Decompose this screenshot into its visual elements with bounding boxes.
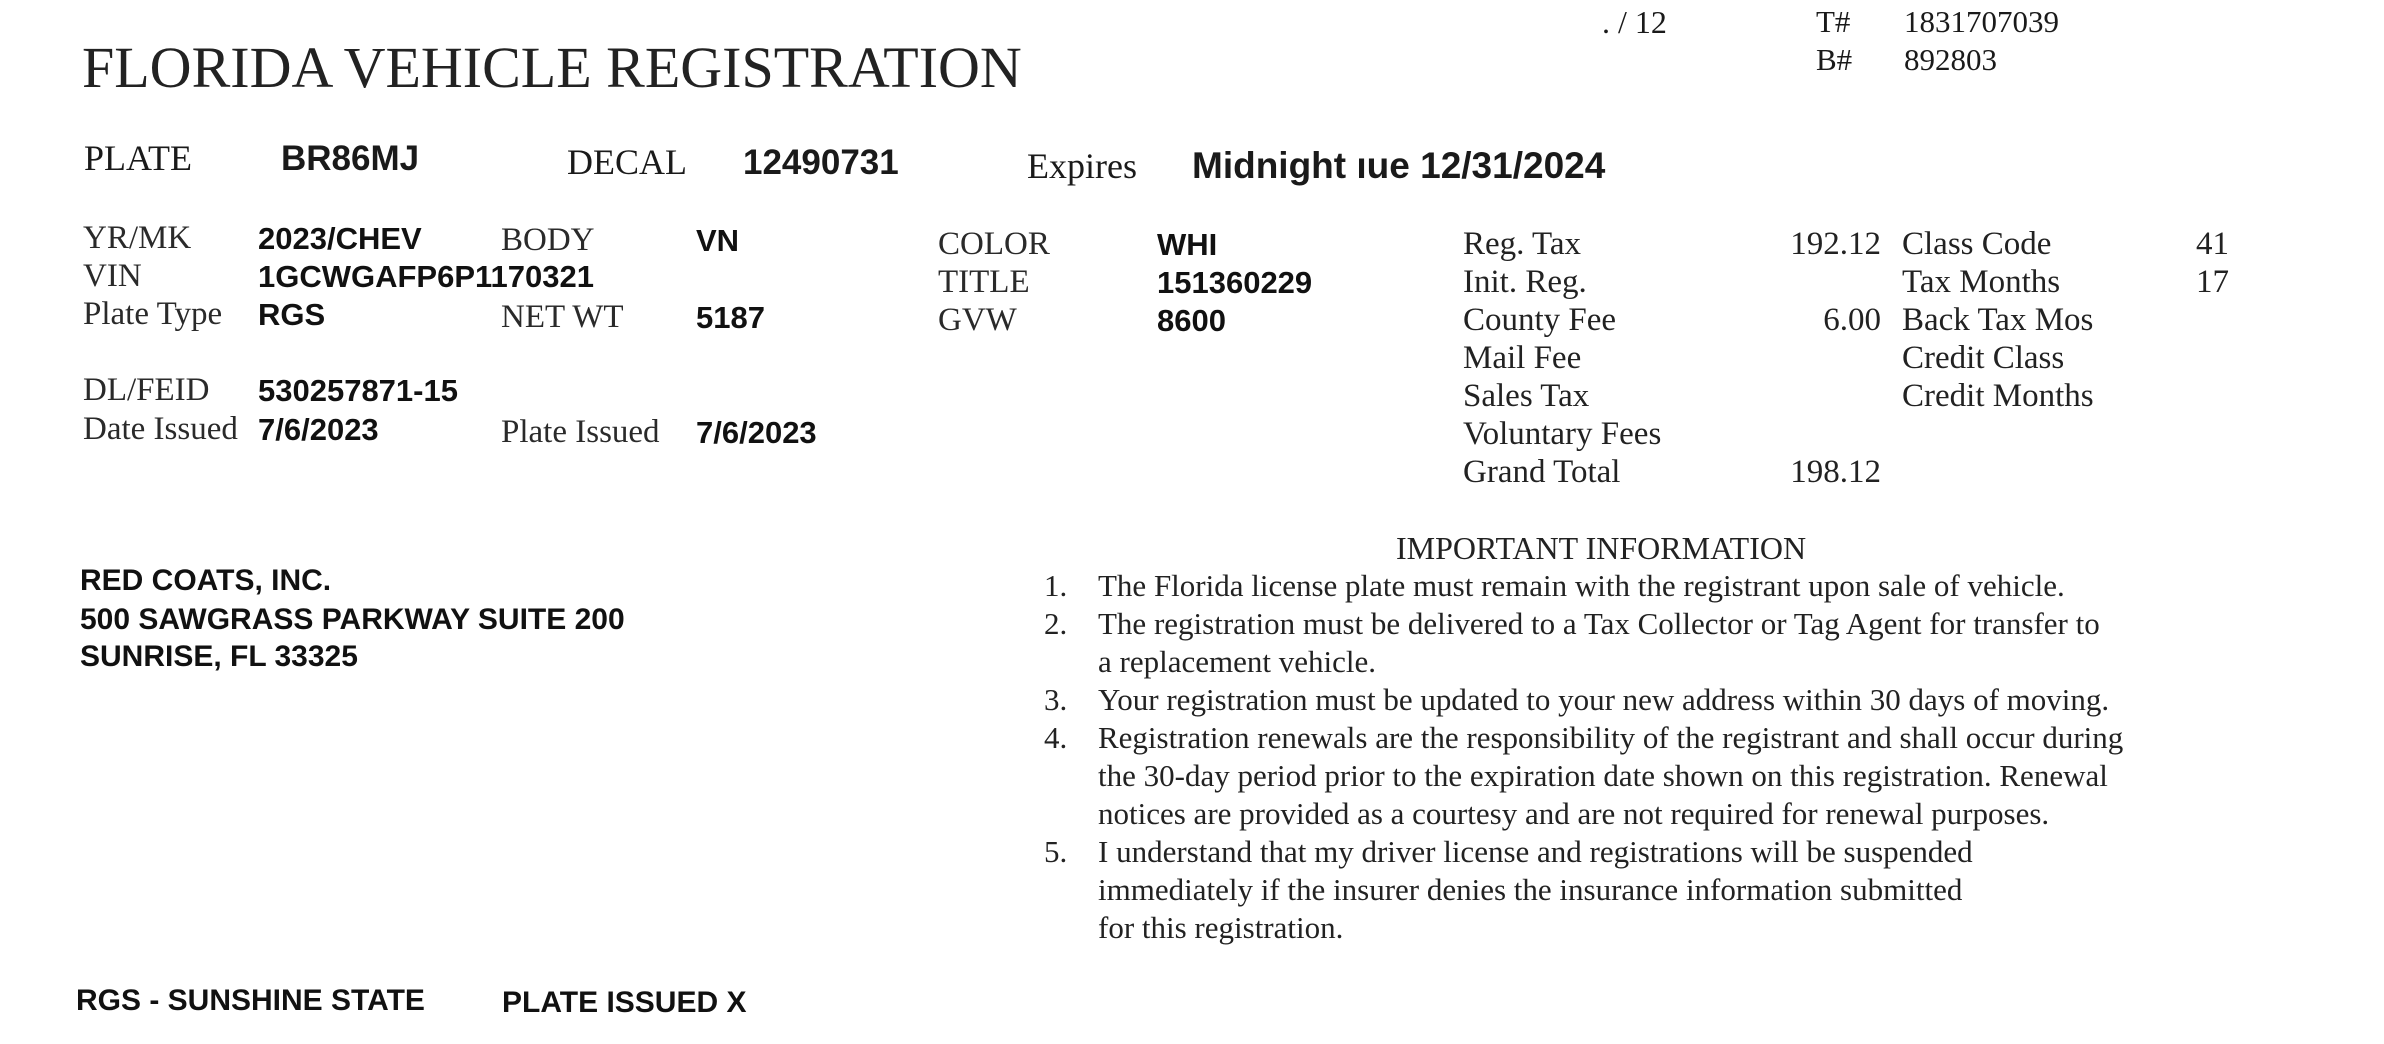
info-item-text-line: the 30-day period prior to the expiration date shown on this registration. Renewal bbox=[1098, 758, 2108, 793]
yrmk-value: 2023/CHEV bbox=[258, 221, 422, 256]
yrmk-label: YR/MK bbox=[83, 220, 192, 256]
fee-amount-county-fee: 6.00 bbox=[1823, 302, 1881, 338]
class-code-label: Class Code bbox=[1902, 226, 2052, 262]
page-count: . / 12 bbox=[1602, 4, 1667, 40]
document-title: FLORIDA VEHICLE REGISTRATION bbox=[82, 35, 1022, 100]
date-issued-value: 7/6/2023 bbox=[258, 412, 379, 447]
plate-issued-flag: PLATE ISSUED X bbox=[502, 986, 747, 1019]
dlfeid-value: 530257871-15 bbox=[258, 373, 458, 408]
t-number-label: T# bbox=[1816, 4, 1851, 39]
fee-label-reg-tax: Reg. Tax bbox=[1463, 226, 1582, 262]
title-label: TITLE bbox=[938, 264, 1030, 300]
info-item-text-line: Your registration must be updated to your new address within 30 days of moving. bbox=[1098, 682, 2110, 717]
credit-months-label: Credit Months bbox=[1902, 378, 2094, 414]
t-number-value: 1831707039 bbox=[1904, 4, 2059, 39]
fee-label-sales-tax: Sales Tax bbox=[1463, 378, 1590, 414]
info-item-text-line: The Florida license plate must remain with the registrant upon sale of vehicle. bbox=[1098, 568, 2065, 603]
expires-value: Midnight ıue 12/31/2024 bbox=[1192, 145, 1606, 186]
plate-issued-value: 7/6/2023 bbox=[696, 415, 817, 450]
body-label: BODY bbox=[501, 222, 595, 258]
gvw-label: GVW bbox=[938, 302, 1017, 338]
info-item-number: 1. bbox=[1044, 568, 1068, 603]
plate-value: BR86MJ bbox=[281, 139, 420, 178]
color-value: WHI bbox=[1157, 227, 1218, 262]
plate-label: PLATE bbox=[84, 138, 192, 178]
vin-value: 1GCWGAFP6P1170321 bbox=[258, 259, 595, 294]
info-item-text-line: notices are provided as a courtesy and are not required for renewal purposes. bbox=[1098, 796, 2050, 831]
fee-label-mail-fee: Mail Fee bbox=[1463, 340, 1582, 376]
info-item-text-line: The registration must be delivered to a Tax Collector or Tag Agent for transfer to bbox=[1098, 606, 2100, 641]
fee-amount-reg-tax: 192.12 bbox=[1790, 226, 1881, 262]
class-code-value: 41 bbox=[2196, 226, 2229, 262]
net-weight-value: 5187 bbox=[696, 300, 765, 335]
info-item-text-line: for this registration. bbox=[1098, 910, 1344, 945]
dlfeid-label: DL/FEID bbox=[83, 372, 210, 408]
gvw-value: 8600 bbox=[1157, 303, 1226, 338]
back-tax-mos-label: Back Tax Mos bbox=[1902, 302, 2094, 338]
fee-amount-grand-total: 198.12 bbox=[1790, 454, 1881, 490]
tax-months-label: Tax Months bbox=[1902, 264, 2061, 300]
tax-months-value: 17 bbox=[2196, 264, 2229, 300]
fee-label-grand-total: Grand Total bbox=[1463, 454, 1621, 490]
plate-issued-label: Plate Issued bbox=[501, 414, 660, 450]
info-item-text-line: immediately if the insurer denies the insurance information submitted bbox=[1098, 872, 1963, 907]
important-info-heading: IMPORTANT INFORMATION bbox=[1396, 530, 1807, 566]
color-label: COLOR bbox=[938, 226, 1050, 262]
info-item-number: 4. bbox=[1044, 720, 1068, 755]
fee-label-voluntary-fees: Voluntary Fees bbox=[1463, 416, 1662, 452]
owner-city: SUNRISE, FL 33325 bbox=[80, 640, 358, 673]
info-item-text-line: Registration renewals are the responsibility of the registrant and shall occur during bbox=[1098, 720, 2124, 755]
info-item-number: 2. bbox=[1044, 606, 1068, 641]
b-number-value: 892803 bbox=[1904, 42, 1997, 77]
decal-value: 12490731 bbox=[743, 143, 899, 182]
date-issued-label: Date Issued bbox=[83, 411, 238, 447]
body-value: VN bbox=[696, 223, 740, 258]
b-number-label: B# bbox=[1816, 42, 1853, 77]
credit-class-label: Credit Class bbox=[1902, 340, 2065, 376]
plate-series: RGS - SUNSHINE STATE bbox=[76, 984, 425, 1017]
fee-label-county-fee: County Fee bbox=[1463, 302, 1617, 338]
net-weight-label: NET WT bbox=[501, 299, 624, 335]
expires-label: Expires bbox=[1027, 146, 1137, 186]
owner-street: 500 SAWGRASS PARKWAY SUITE 200 bbox=[80, 603, 625, 636]
info-item-number: 3. bbox=[1044, 682, 1068, 717]
info-item-text-line: a replacement vehicle. bbox=[1098, 644, 1376, 679]
title-value: 151360229 bbox=[1157, 265, 1313, 300]
info-item-text-line: I understand that my driver license and registrations will be suspended bbox=[1098, 834, 1973, 869]
info-item-number: 5. bbox=[1044, 834, 1068, 869]
fee-label-init-reg: Init. Reg. bbox=[1463, 264, 1587, 300]
owner-name: RED COATS, INC. bbox=[80, 564, 332, 597]
plate-type-value: RGS bbox=[258, 297, 326, 332]
plate-type-label: Plate Type bbox=[83, 296, 223, 332]
decal-label: DECAL bbox=[567, 142, 687, 182]
vin-label: VIN bbox=[83, 258, 142, 294]
